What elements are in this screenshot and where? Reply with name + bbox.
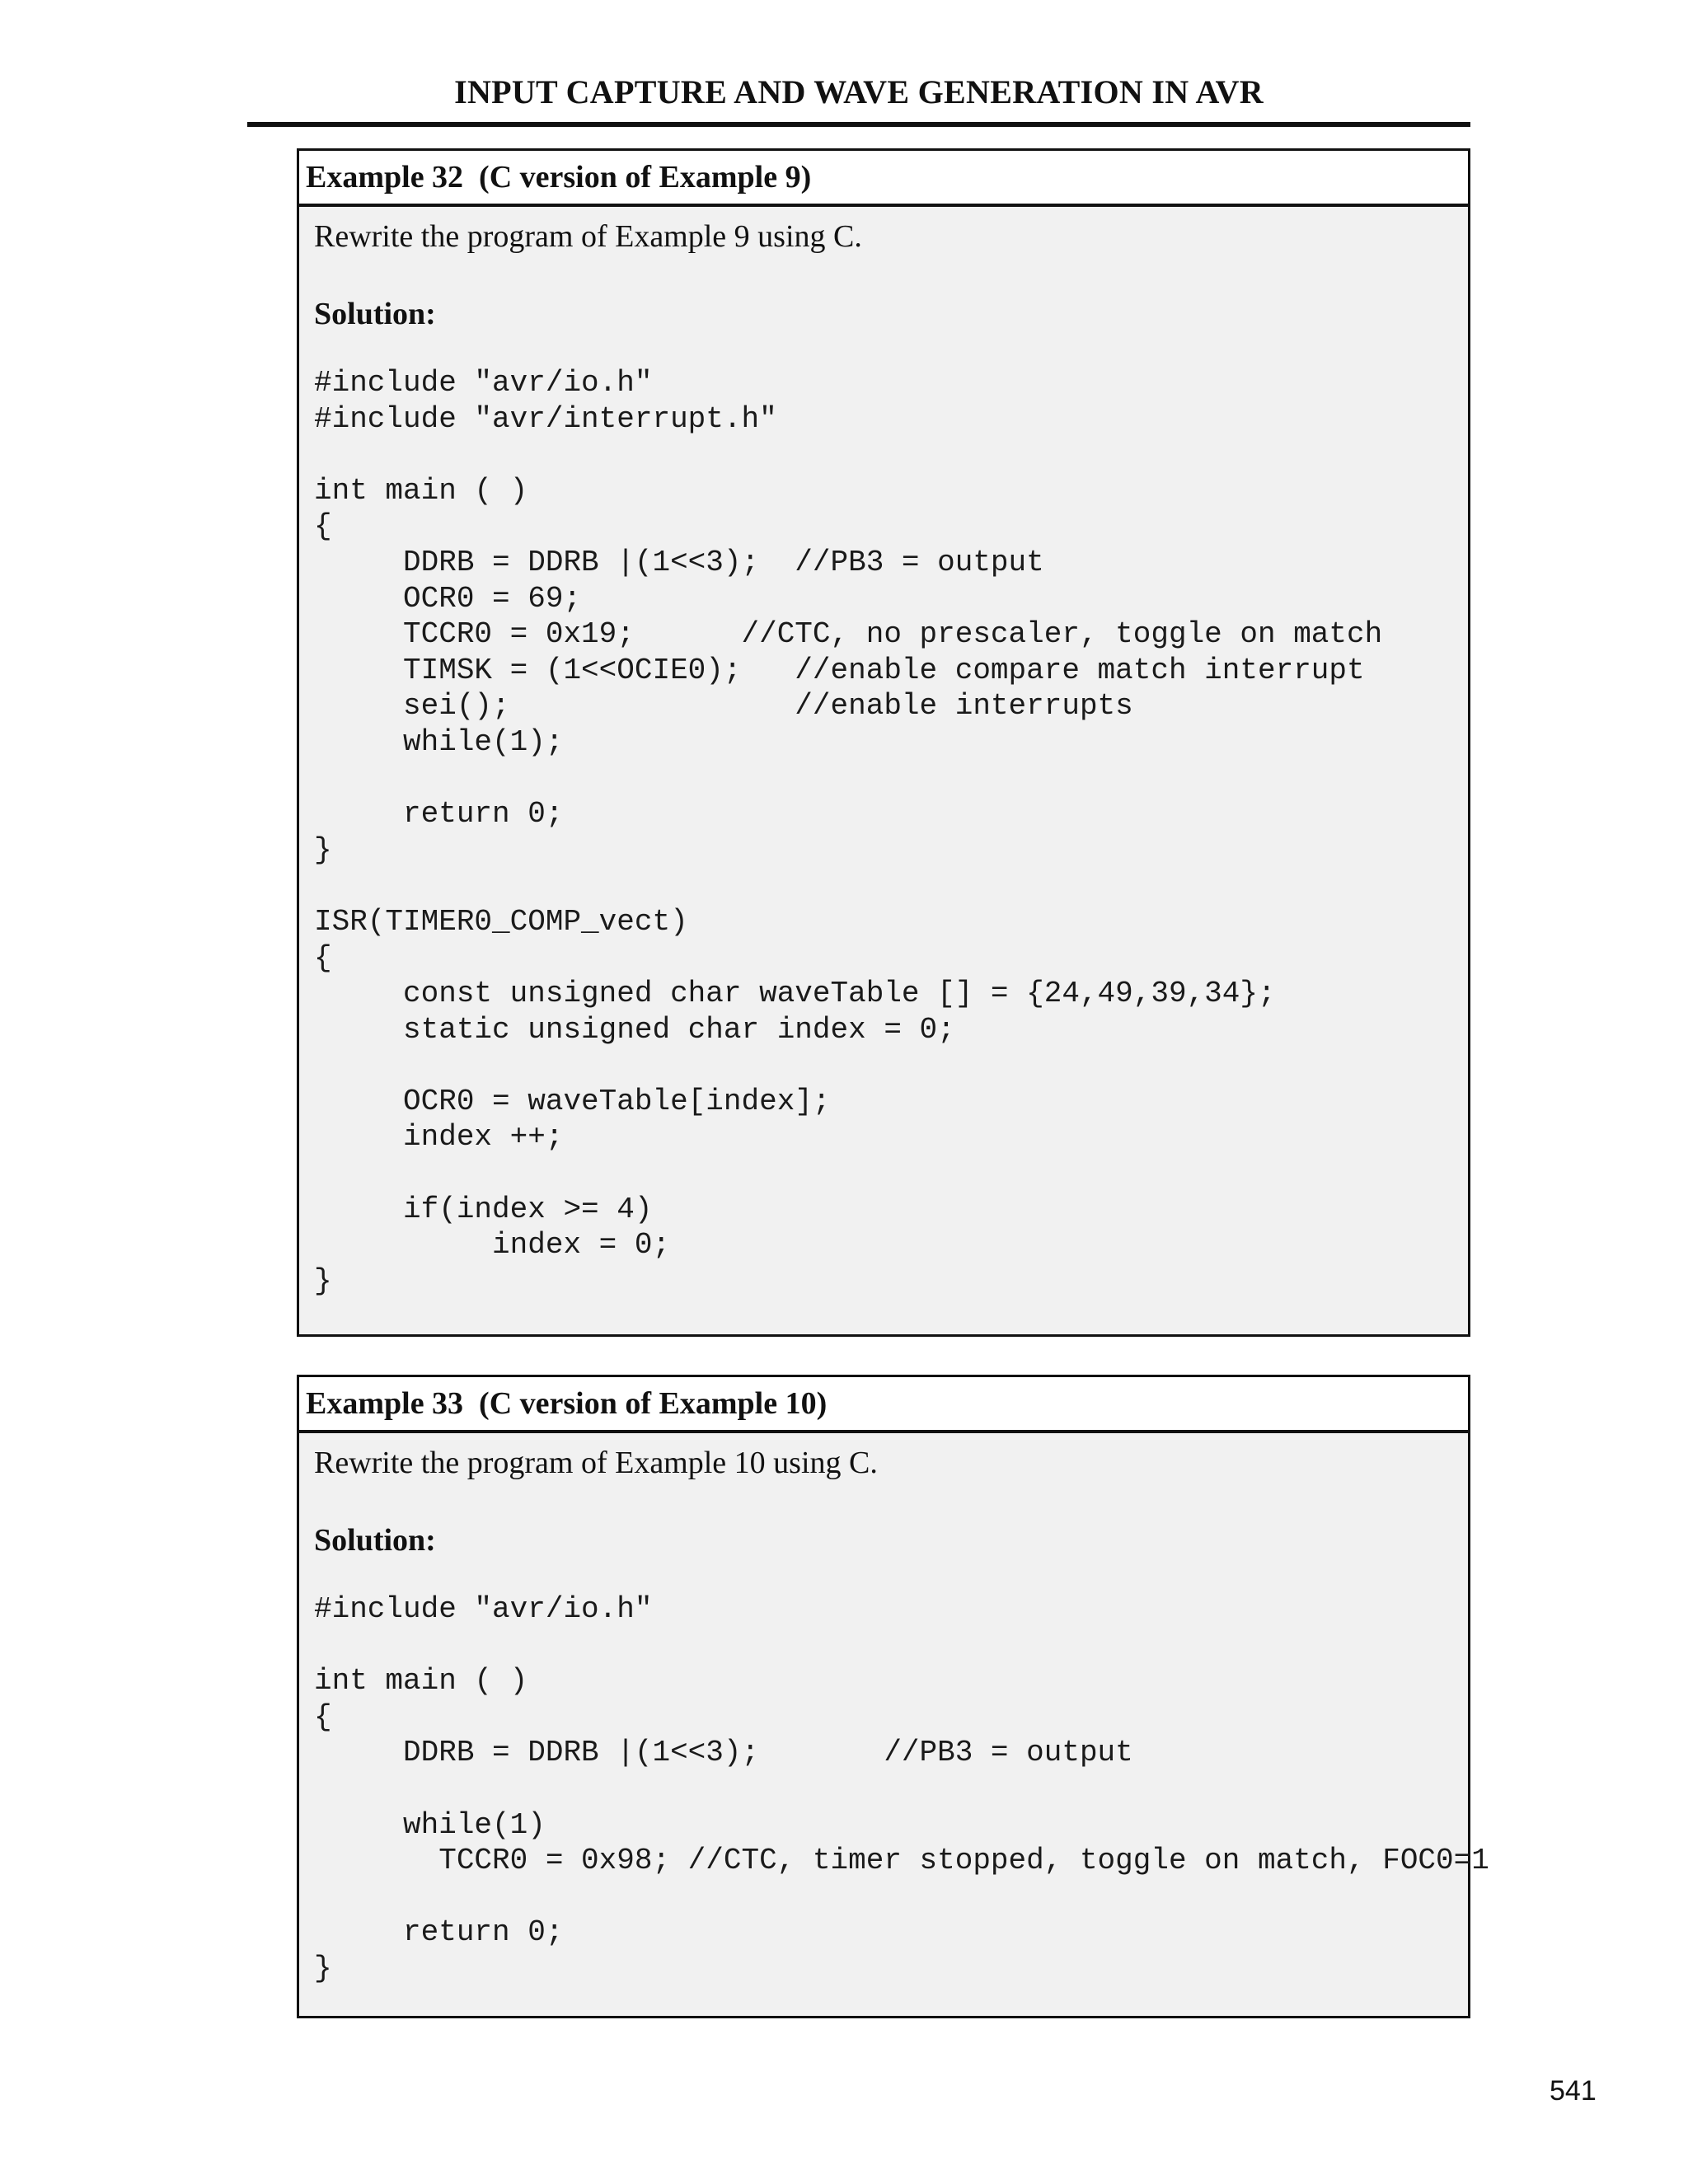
code-line: } — [314, 832, 332, 867]
example-prompt: Rewrite the program of Example 9 using C. — [314, 219, 862, 254]
example-body — [299, 1433, 1489, 1987]
solution-label: Solution: — [314, 297, 436, 331]
example-title: Example 32 (C version of Example 9) — [299, 151, 1468, 207]
code-line: TIMSK = (1<<OCIE0); //enable compare match interrupt — [314, 653, 1365, 687]
running-header: INPUT CAPTURE AND WAVE GENERATION IN AVR — [454, 73, 1264, 110]
example-box — [297, 148, 1470, 1337]
code-line: DDRB = DDRB |(1<<3); //PB3 = output — [314, 545, 1044, 579]
code-line: OCR0 = waveTable[index]; — [314, 1084, 831, 1118]
code-line: TCCR0 = 0x98; //CTC, timer stopped, toggle on match, FOC0=1 — [314, 1844, 1489, 1878]
header-rule — [247, 122, 1470, 127]
example-title: Example 33 (C version of Example 10) — [299, 1377, 1468, 1433]
code-line — [314, 1879, 1468, 1915]
code-line — [314, 1155, 1468, 1192]
code-line: DDRB = DDRB |(1<<3); //PB3 = output — [314, 1736, 1133, 1770]
code-line: #include "avr/io.h" — [314, 366, 653, 400]
code-listing — [314, 365, 1468, 1299]
solution-label: Solution: — [314, 1523, 436, 1558]
code-line: OCR0 = 69; — [314, 581, 582, 616]
code-line: } — [314, 1263, 332, 1298]
code-line — [314, 761, 1468, 797]
code-listing — [314, 1591, 1489, 1987]
code-line: while(1) — [314, 1807, 546, 1842]
code-line: { — [314, 509, 332, 544]
code-line: #include "avr/io.h" — [314, 1592, 653, 1626]
code-line: const unsigned char waveTable [] = {24,49,39,34}; — [314, 977, 1276, 1011]
code-line — [314, 1771, 1468, 1807]
code-line: index ++; — [314, 1120, 564, 1155]
code-line: return 0; — [314, 1915, 564, 1950]
code-line: while(1); — [314, 724, 564, 759]
code-line: } — [314, 1951, 332, 1985]
example-box — [297, 1375, 1489, 2018]
code-line: if(index >= 4) — [314, 1192, 653, 1226]
code-line: TCCR0 = 0x19; //CTC, no prescaler, toggle on match — [314, 617, 1383, 652]
code-line: { — [314, 1699, 332, 1734]
code-line: ISR(TIMER0_COMP_vect) — [314, 904, 688, 939]
code-line — [314, 868, 1468, 904]
code-line: sei(); //enable interrupts — [314, 689, 1133, 724]
code-line — [314, 1047, 1468, 1084]
code-line: return 0; — [314, 797, 564, 832]
code-line — [314, 1628, 1468, 1664]
code-line: static unsigned char index = 0; — [314, 1012, 955, 1047]
code-line: { — [314, 940, 332, 975]
example-body — [299, 207, 1468, 1299]
example-prompt: Rewrite the program of Example 10 using C. — [314, 1446, 878, 1480]
code-line: #include "avr/interrupt.h" — [314, 401, 777, 436]
page-number: 541 — [1550, 2075, 1597, 2107]
code-line: int main ( ) — [314, 1664, 528, 1699]
code-line — [314, 437, 1468, 473]
code-line: int main ( ) — [314, 473, 528, 508]
code-line: index = 0; — [314, 1228, 671, 1263]
